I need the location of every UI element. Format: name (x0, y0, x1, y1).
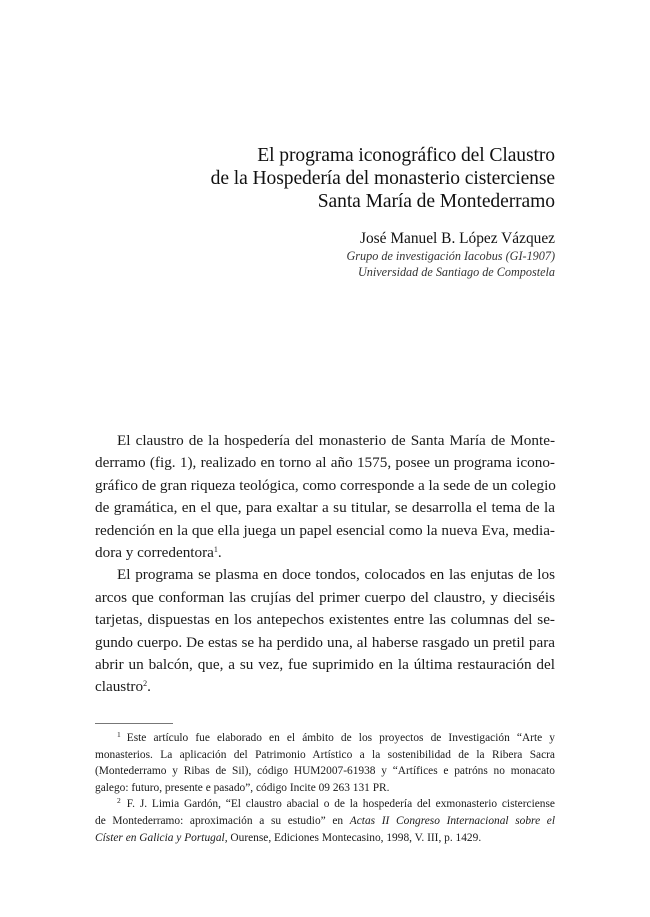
footnote-divider (95, 723, 173, 724)
footnote-2-text: de Montederramo: aproximación a su estudio” en (95, 814, 350, 827)
footnote-ref-1[interactable]: 1 (213, 545, 218, 555)
paragraph-2-line: abrir un balcón, que, a su vez, fue suprimido en la última restauración del (95, 656, 555, 674)
affiliation-group: Grupo de investigación Iacobus (GI-1907) (346, 249, 555, 263)
footnote-2-citation-title: Císter en Galicia y Portugal, (95, 831, 228, 844)
paragraph-2-end: . (147, 678, 151, 696)
paragraph-1-line: El claustro de la hospedería del monasterio de Santa María de Monte- (117, 432, 555, 449)
paragraph-1-line: derramo (fig. 1), realizado en torno al año 1575, posee un programa icono- (95, 454, 555, 472)
paragraph-1-line: gráfico de gran riqueza teológica, como corresponde a la sede de un colegio (95, 476, 556, 494)
footnote-ref-2[interactable]: 2 (143, 679, 148, 689)
paragraph-1-line: de gramática, en el que, para exaltar a su titular, se desarrolla el tema de la (95, 499, 555, 517)
author-name: José Manuel B. López Vázquez (359, 230, 555, 247)
article-title-line-3: Santa María de Montederramo (317, 191, 555, 212)
footnote-1-number: 1 (117, 729, 121, 739)
paragraph-1-last-line (95, 542, 555, 564)
article-body (95, 430, 555, 699)
footnote-2-line (95, 813, 555, 830)
footnote-1-line (95, 730, 555, 747)
paragraph-2-line: gundo cuerpo. De estas se ha perdido una, al haberse rasgado un pretil para (95, 633, 555, 651)
footnote-2-line (95, 796, 555, 813)
paragraph-2-last-line (95, 676, 555, 698)
paragraph-2 (95, 564, 555, 698)
footnote-1-text: Este artículo fue elaborado en el ámbito de los proyectos de Investigación “Arte y (126, 732, 555, 744)
article-header (135, 144, 555, 280)
footnote-2-number: 2 (117, 796, 121, 806)
affiliation-university: Universidad de Santiago de Compostela (357, 265, 555, 279)
footnote-2-citation-title: Actas II Congreso Internacional sobre el (349, 814, 556, 827)
footnote-1-line: galego: futuro, presente e pasado”, código Incite 09 263 131 PR. (95, 781, 390, 794)
footnote-2-line (95, 830, 555, 847)
footnote-2-text: F. J. Limia Gardón, “El claustro abacial o de la hospedería del exmonasterio cisterciense (126, 798, 555, 811)
paragraph-1-end: . (217, 544, 222, 562)
paragraph-2-line: claustro (95, 678, 144, 696)
paragraph-1-line: dora y corredentora (95, 544, 214, 562)
paragraph-1 (95, 430, 555, 564)
paragraph-2-line: arcos que conforman las crujías del primer cuerpo del claustro, y dieciséis (95, 588, 555, 606)
article-title-line-2: de la Hospedería del monasterio cisterciense (210, 168, 555, 189)
footnote-2-text: Ourense, Ediciones Montecasino, 1998, V. III, p. 1429. (227, 831, 482, 844)
footnotes (95, 730, 555, 846)
paragraph-2-line: El programa se plasma en doce tondos, colocados en las enjutas de los (117, 566, 555, 584)
paragraph-1-line: redención en la que ella juega un papel esencial como la nueva Eva, media- (95, 521, 555, 539)
footnote-1-line: (Montederramo y Ribas de Sil), código HUM2007-61938 y “Artífices e patróns no monacato (95, 765, 555, 778)
article-title-line-1: El programa iconográfico del Claustro (257, 145, 555, 166)
paragraph-2-line: tarjetas, dispuestas en los antepechos existentes entre las columnas del se- (95, 611, 555, 629)
footnote-1-line: monasterios. La aplicación del Patrimonio Artístico a la sostenibilidad de la Ribera Sacra (95, 748, 555, 761)
